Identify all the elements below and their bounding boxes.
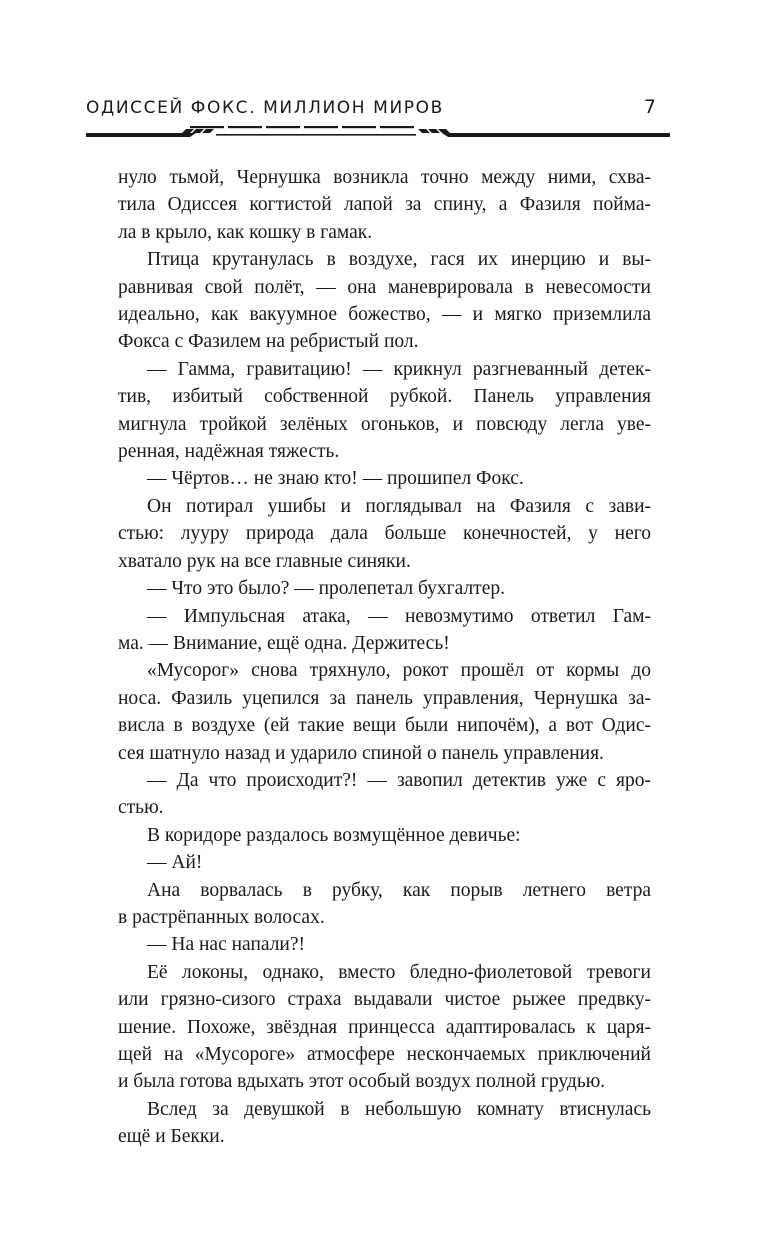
header-rule-ornament	[86, 122, 670, 140]
paragraph	[118, 959, 651, 1096]
text-line: «Мусорог» снова тряхнуло, рокот прошёл от кормы до	[147, 660, 651, 682]
text-line: идеально, как вакуумное божество, — и мягко приземлила	[118, 304, 651, 326]
paragraph	[118, 465, 651, 492]
paragraph	[118, 849, 651, 876]
paragraph	[118, 931, 651, 958]
text-line: — Импульсная атака, — невозмутимо ответил Гам-	[147, 605, 651, 627]
page-number: 7	[643, 96, 656, 118]
paragraph	[118, 575, 651, 602]
text-line: — Чёртов… не знаю кто! — прошипел Фокс.	[147, 468, 524, 490]
text-line: равнивая свой полёт, — она маневрировала в невесомости	[118, 276, 651, 298]
paragraph	[118, 822, 651, 849]
text-line: Её локоны, однако, вместо бледно-фиолетовой тревоги	[147, 961, 651, 983]
text-line: нуло тьмой, Чернушка возникла точно между ними, схва-	[118, 167, 651, 188]
text-line: — Да что происходит?! — завопил детектив уже с яро-	[147, 769, 651, 791]
text-line: висла в воздухе (ей такие вещи были нипочём), а вот Одис-	[118, 715, 651, 737]
text-line: Вслед за девушкой в небольшую комнату втиснулась	[147, 1098, 651, 1120]
page-body	[118, 164, 651, 1151]
text-line: тив, избитый собственной рубкой. Панель управления	[118, 386, 651, 408]
text-line: В коридоре раздалось возмущённое девичье:	[147, 824, 521, 846]
text-line: ма. — Внимание, ещё одна. Держитесь!	[118, 632, 450, 654]
text-line: Он потирал ушибы и поглядывал на Фазиля с зави-	[147, 495, 651, 517]
text-line: — На нас напали?!	[147, 934, 306, 956]
text-line: — Гамма, гравитацию! — крикнул разгневанный детек-	[147, 358, 651, 380]
text-line: — Ай!	[147, 852, 203, 874]
text-line: — Что это было? — пролепетал бухгалтер.	[147, 578, 505, 600]
paragraph	[118, 1096, 651, 1151]
text-line: шение. Похоже, звёздная принцесса адаптировалась к царя-	[118, 1016, 651, 1038]
text-line: Ана ворвалась в рубку, как порыв летнего ветра	[147, 879, 651, 901]
text-line: или грязно-сизого страха выдавали чистое рыжее предвку-	[118, 989, 651, 1011]
text-line: ренная, надёжная тяжесть.	[118, 441, 340, 463]
paragraph	[118, 877, 651, 932]
text-line: носа. Фазиль уцепился за панель управления, Чернушка за-	[118, 687, 651, 709]
text-line: стью: лууру природа дала больше конечностей, у него	[118, 523, 651, 545]
paragraph	[118, 603, 651, 658]
text-line: Птица крутанулась в воздухе, гася их инерцию и вы-	[147, 249, 651, 271]
paragraph	[118, 246, 651, 356]
text-line: щей на «Мусороге» атмосфере нескончаемых приключений	[118, 1044, 651, 1065]
running-head	[86, 94, 670, 140]
book-title: ОДИССЕЙ ФОКС. МИЛЛИОН МИРОВ	[86, 98, 444, 118]
text-line: стью.	[118, 797, 164, 819]
text-line: тила Одиссея когтистой лапой за спину, а Фазиля пойма-	[118, 194, 651, 216]
paragraph	[118, 164, 651, 246]
paragraph	[118, 356, 651, 466]
text-line: Фокса с Фазилем на ребристый пол.	[118, 331, 419, 353]
paragraph	[118, 657, 651, 767]
paragraph	[118, 493, 651, 575]
text-line: в растрёпанных волосах.	[118, 906, 325, 928]
text-line: мигнула тройкой зелёных огоньков, и повсюду легла уве-	[118, 413, 651, 435]
paragraph	[118, 767, 651, 822]
text-line: хватало рук на все главные синяки.	[118, 550, 411, 572]
text-line: и была готова вдыхать этот особый воздух полной грудью.	[118, 1071, 606, 1093]
text-line: ла в крыло, как кошку в гамак.	[118, 221, 373, 243]
text-line: сея шатнуло назад и ударило спиной о панель управления.	[118, 742, 604, 764]
text-line: ещё и Бекки.	[118, 1126, 225, 1148]
